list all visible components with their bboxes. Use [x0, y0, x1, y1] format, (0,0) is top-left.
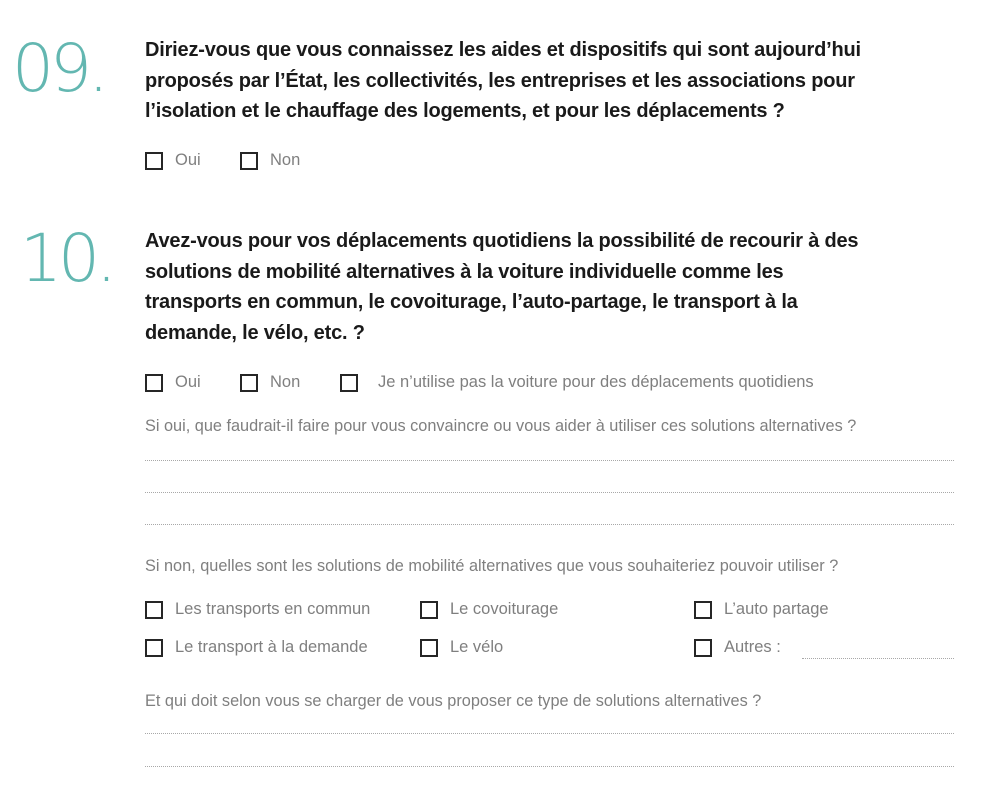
alt-transport-demande-label: Le transport à la demande: [175, 638, 368, 656]
alt-auto-partage-checkbox[interactable]: [694, 601, 712, 619]
if-yes-answer-input-3[interactable]: [145, 500, 958, 526]
question-number-09: 09.: [12, 30, 105, 107]
who-answer-input-1[interactable]: [145, 709, 958, 735]
alt-option-transport-a-la-demande[interactable]: [145, 638, 368, 657]
q9-option-non[interactable]: [240, 151, 300, 170]
q10-non-checkbox[interactable]: [240, 374, 258, 392]
q10-oui-label: Oui: [175, 373, 201, 391]
q9-option-oui[interactable]: [145, 151, 201, 170]
question-09-title-line-2: proposés par l’État, les collectivités, les entreprises et les associations pour: [145, 69, 855, 92]
q10-option-oui[interactable]: [145, 373, 201, 392]
who-answer-line-1[interactable]: [145, 733, 954, 734]
q10-no-car-label: Je n’utilise pas la voiture pour des déplacements quotidiens: [378, 373, 814, 391]
q10-option-non[interactable]: [240, 373, 300, 392]
q10-no-car-checkbox[interactable]: [340, 374, 358, 392]
alt-option-autres[interactable]: [694, 638, 781, 657]
alt-auto-partage-label: L’auto partage: [724, 600, 829, 618]
question-10-title-line-1: Avez-vous pour vos déplacements quotidiens la possibilité de recourir à des: [145, 230, 859, 252]
alt-autres-label: Autres :: [724, 638, 781, 656]
who-answer-input-2[interactable]: [145, 742, 958, 768]
q9-oui-label: Oui: [175, 151, 201, 169]
question-10-title-line-2: solutions de mobilité alternatives à la voiture individuelle comme les: [145, 260, 784, 283]
alt-autres-answer-line[interactable]: [802, 656, 954, 659]
question-10-title: [145, 226, 858, 348]
alt-autres-input[interactable]: [802, 632, 958, 658]
if-yes-answer-line-1[interactable]: [145, 460, 954, 461]
q9-non-label: Non: [270, 151, 301, 169]
q10-oui-checkbox[interactable]: [145, 374, 163, 392]
alt-velo-checkbox[interactable]: [420, 639, 438, 657]
alt-option-covoiturage[interactable]: [420, 600, 558, 619]
question-09-title-line-3: l’isolation et le chauffage des logements, et pour les déplacements ?: [145, 100, 785, 122]
alt-transports-checkbox[interactable]: [145, 601, 163, 619]
question-10-title-line-4: demande, le vélo, etc. ?: [145, 321, 365, 344]
alt-autres-checkbox[interactable]: [694, 639, 712, 657]
if-yes-answer-input-1[interactable]: [145, 436, 958, 462]
alt-covoiturage-label: Le covoiturage: [450, 600, 559, 618]
question-10-title-line-3: transports en commun, le covoiturage, l’auto-partage, le transport à la: [145, 291, 798, 313]
alt-covoiturage-checkbox[interactable]: [420, 601, 438, 619]
alt-option-transports-en-commun[interactable]: [145, 600, 370, 619]
alt-transport-demande-checkbox[interactable]: [145, 639, 163, 657]
who-prompt: Et qui doit selon vous se charger de vous proposer ce type de solutions alternatives ?: [145, 692, 762, 710]
q10-non-label: Non: [270, 373, 301, 391]
alt-transports-label: Les transports en commun: [175, 600, 371, 618]
question-09-title-line-1: Diriez-vous que vous connaissez les aides et dispositifs qui sont aujourd’hui: [145, 39, 861, 61]
q9-non-checkbox[interactable]: [240, 152, 258, 170]
if-no-prompt: Si non, quelles sont les solutions de mobilité alternatives que vous souhaiteriez pouvoir utiliser ?: [145, 557, 839, 575]
question-09-title: [145, 35, 861, 127]
alt-option-auto-partage[interactable]: [694, 600, 829, 619]
q9-oui-checkbox[interactable]: [145, 152, 163, 170]
q10-option-no-car[interactable]: [340, 373, 814, 392]
question-number-10: 10.: [20, 220, 113, 297]
if-yes-answer-line-3[interactable]: [145, 524, 954, 525]
who-answer-line-2[interactable]: [145, 766, 954, 767]
if-yes-answer-input-2[interactable]: [145, 468, 958, 494]
if-yes-answer-line-2[interactable]: [145, 492, 954, 493]
alt-option-velo[interactable]: [420, 638, 503, 657]
if-yes-prompt: Si oui, que faudrait-il faire pour vous convaincre ou vous aider à utiliser ces solutions alternatives ?: [145, 417, 857, 435]
alt-velo-label: Le vélo: [450, 638, 504, 656]
